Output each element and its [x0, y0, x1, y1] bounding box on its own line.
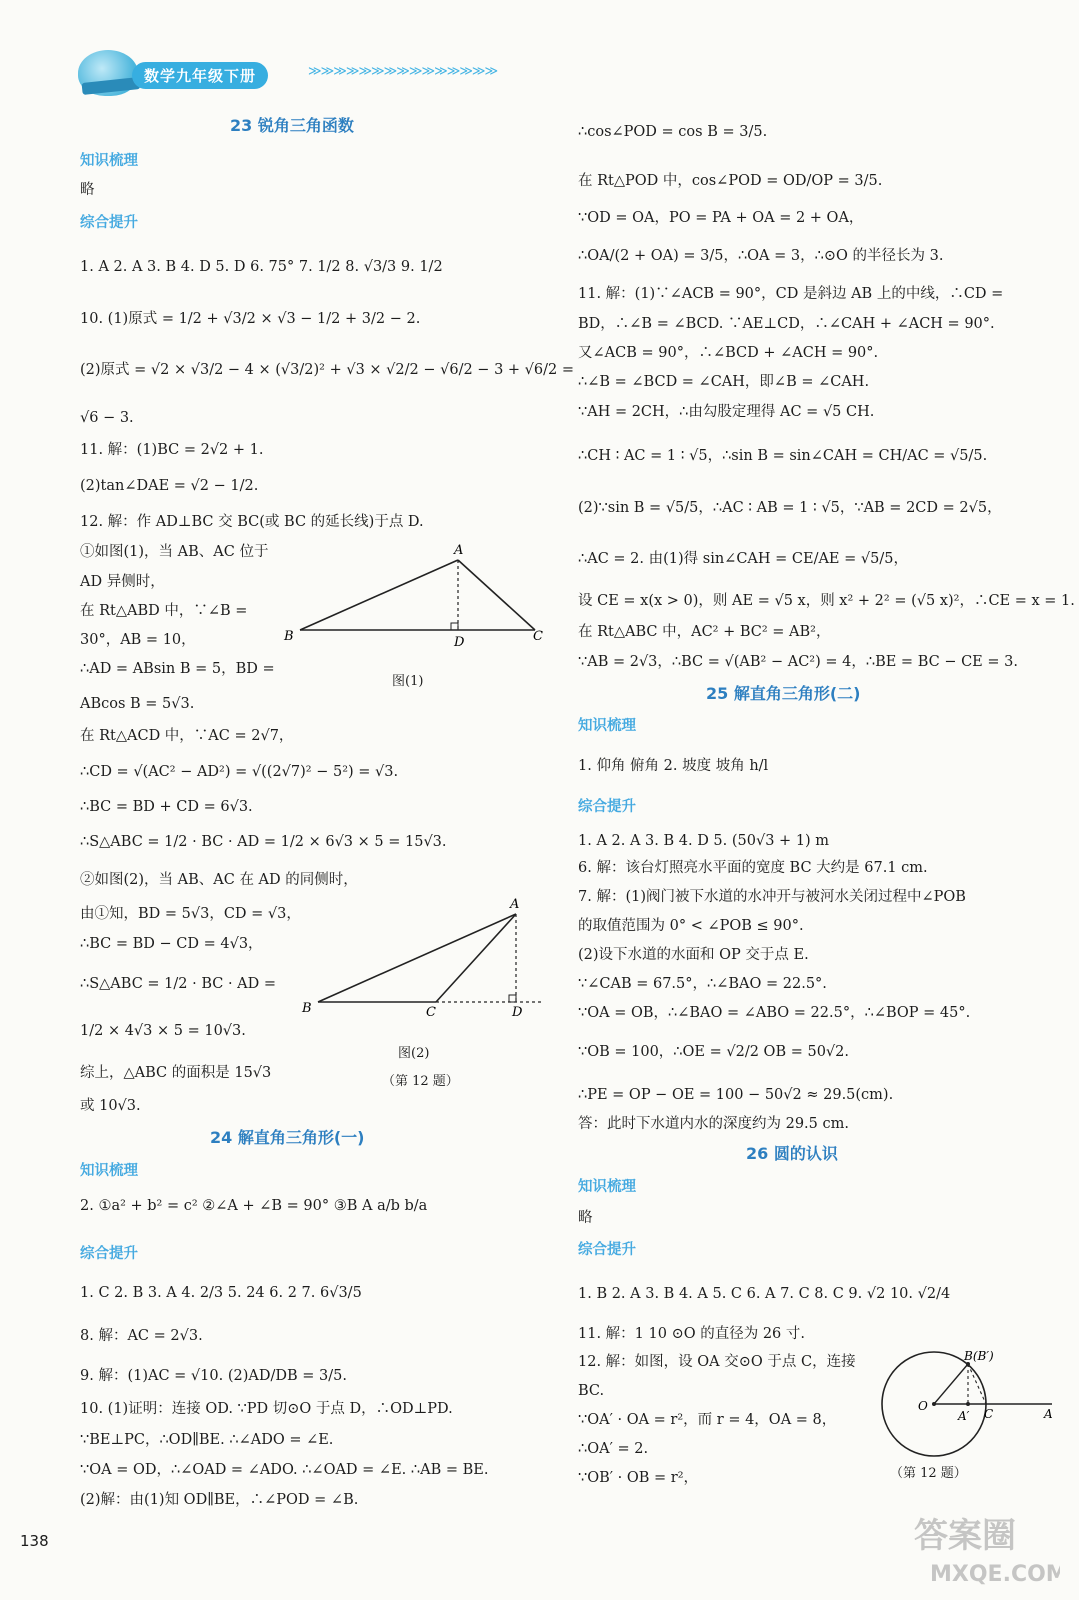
- left-text-line: ∴BC = BD − CD = 4√3，: [80, 936, 263, 952]
- left-text-line: 或 10√3.: [80, 1098, 141, 1114]
- mascot-icon: [78, 50, 138, 96]
- figure-2-drawing: [298, 892, 548, 1017]
- figure-1-caption: 图(1): [392, 674, 424, 689]
- figure-3-caption: （第 12 题）: [890, 1466, 967, 1481]
- left-text-line: 10. (1)证明：连接 OD. ∵PD 切⊙O 于点 D，∴OD⊥PD.: [80, 1401, 453, 1417]
- right-section-title: 26 圆的认识: [746, 1144, 838, 1163]
- right-text-line: 答：此时下水道内水的深度约为 29.5 cm.: [578, 1116, 849, 1132]
- figure-1-drawing: [280, 540, 550, 650]
- left-section-label: 知识梳理: [80, 1163, 138, 1179]
- right-text-line: (2)设下水道的水面和 OP 交于点 E.: [578, 947, 809, 963]
- left-section-title: 23 锐角三角函数: [230, 116, 354, 135]
- right-text-line: ∵OA′ · OA = r²，而 r = 4，OA = 8，: [578, 1412, 837, 1428]
- right-text-line: 略: [578, 1210, 593, 1226]
- left-text-line: (2)tan∠DAE = √2 − 1/2.: [80, 478, 259, 494]
- fig2-label-d: D: [512, 1005, 523, 1017]
- left-text-line: 12. 解：作 AD⊥BC 交 BC(或 BC 的延长线)于点 D.: [80, 514, 424, 530]
- right-text-line: 12. 解：如图，设 OA 交⊙O 于点 C，连接: [578, 1354, 856, 1370]
- right-text-line: ∴AC = 2. 由(1)得 sin∠CAH = CE/AE = √5/5，: [578, 551, 908, 567]
- right-text-line: 6. 解：该台灯照亮水平面的宽度 BC 大约是 67.1 cm.: [578, 860, 928, 876]
- fig2-label-c: C: [426, 1005, 436, 1017]
- right-text-line: BC.: [578, 1383, 605, 1399]
- right-section-title: 25 解直角三角形(二): [706, 684, 861, 703]
- right-text-line: ∵∠CAB = 67.5°，∴∠BAO = 22.5°.: [578, 976, 827, 992]
- left-text-line: 1. A 2. A 3. B 4. D 5. D 6. 75° 7. 1/2 8. √3/3 9. 1/2: [80, 259, 443, 275]
- left-text-line: 11. 解：(1)BC = 2√2 + 1.: [80, 442, 264, 458]
- left-text-line: 综上，△ABC 的面积是 15√3: [80, 1065, 272, 1081]
- left-text-line: ∴CD = √(AC² − AD²) = √((2√7)² − 5²) = √3.: [80, 764, 399, 780]
- left-text-line: 1. C 2. B 3. A 4. 2/3 5. 24 6. 2 7. 6√3/5: [80, 1285, 362, 1301]
- svg-text:MXQE.COM: MXQE.COM: [930, 1562, 1060, 1587]
- right-text-line: 设 CE = x(x > 0)，则 AE = √5 x，则 x² + 2² = (√5 x)²，∴CE = x = 1.: [578, 593, 1075, 609]
- svg-text:答案圈: 答案圈: [914, 1516, 1016, 1556]
- right-text-line: ∴∠B = ∠BCD = ∠CAH，即∠B = ∠CAH.: [578, 374, 870, 390]
- left-text-line: ①如图(1)，当 AB、AC 位于: [80, 544, 269, 560]
- fig1-label-b: B: [284, 629, 294, 644]
- right-section-label: 综合提升: [578, 1242, 636, 1258]
- left-text-line: ABcos B = 5√3.: [80, 696, 195, 712]
- right-text-line: ∵OB′ · OB = r²，: [578, 1470, 699, 1486]
- left-text-line: 由①知，BD = 5√3，CD = √3，: [80, 906, 301, 922]
- right-text-line: ∵OA = OB，∴∠BAO = ∠ABO = 22.5°，∴∠BOP = 45°.: [578, 1005, 971, 1021]
- right-text-line: ∵OD = OA，PO = PA + OA = 2 + OA，: [578, 210, 864, 226]
- left-section-label: 知识梳理: [80, 153, 138, 169]
- left-text-line: AD 异侧时，: [80, 574, 165, 590]
- left-text-line: (2)解：由(1)知 OD∥BE，∴∠POD = ∠B.: [80, 1492, 359, 1508]
- figure-2-caption: 图(2): [398, 1046, 430, 1061]
- figure-2-subcaption: （第 12 题）: [382, 1074, 459, 1089]
- header-arrows-decoration: ≫≫≫≫≫≫≫≫≫≫≫≫≫≫≫: [308, 64, 498, 79]
- left-text-line: ∴AD = ABsin B = 5，BD =: [80, 661, 275, 677]
- page-header: [70, 48, 498, 100]
- book-title: 数学九年级下册: [132, 62, 268, 89]
- fig3-label-a1: A′: [958, 1409, 970, 1423]
- right-text-line: 11. 解：(1)∵∠ACB = 90°，CD 是斜边 AB 上的中线，∴CD =: [578, 286, 1004, 302]
- right-text-line: 7. 解：(1)阀门被下水道的水冲开与被河水关闭过程中∠POB: [578, 889, 966, 905]
- left-text-line: ∴BC = BD + CD = 6√3.: [80, 799, 253, 815]
- fig1-label-d: D: [454, 635, 465, 650]
- left-section-label: 综合提升: [80, 215, 138, 231]
- fig3-label-bb: B(B′): [964, 1349, 994, 1363]
- fig3-label-c: C: [984, 1407, 994, 1421]
- right-text-line: 又∠ACB = 90°，∴∠BCD + ∠ACH = 90°.: [578, 345, 879, 361]
- right-text-line: ∵AH = 2CH，∴由勾股定理得 AC = √5 CH.: [578, 404, 875, 420]
- right-text-line: 1. 仰角 俯角 2. 坡度 坡角 h/l: [578, 758, 769, 774]
- figure-2: [298, 892, 548, 1089]
- right-section-label: 知识梳理: [578, 1179, 636, 1195]
- right-text-line: ∴OA′ = 2.: [578, 1441, 649, 1457]
- left-text-line: 9. 解：(1)AC = √10. (2)AD/DB = 3/5.: [80, 1368, 347, 1384]
- left-text-line: ②如图(2)，当 AB、AC 在 AD 的同侧时，: [80, 872, 358, 888]
- fig2-label-b: B: [302, 1001, 312, 1016]
- right-text-line: BD，∴∠B = ∠BCD. ∵AE⊥CD，∴∠CAH + ∠ACH = 90°.: [578, 316, 995, 332]
- left-text-line: 在 Rt△ACD 中，∵AC = 2√7，: [80, 728, 294, 744]
- page-number: 138: [20, 1532, 49, 1550]
- left-text-line: 30°，AB = 10，: [80, 632, 196, 648]
- left-text-line: √6 − 3.: [80, 410, 134, 426]
- watermark-logo: [900, 1503, 1060, 1588]
- left-text-line: 8. 解：AC = 2√3.: [80, 1328, 203, 1344]
- right-text-line: ∴CH ∶ AC = 1 ∶ √5，∴sin B = sin∠CAH = CH/AC = √5/5.: [578, 448, 988, 464]
- figure-1: [280, 540, 550, 689]
- left-text-line: 在 Rt△ABD 中，∵∠B =: [80, 603, 248, 619]
- right-text-line: ∴cos∠POD = cos B = 3/5.: [578, 124, 768, 140]
- right-text-line: 在 Rt△ABC 中，AC² + BC² = AB²，: [578, 624, 831, 640]
- right-section-label: 知识梳理: [578, 718, 636, 734]
- fig3-label-o: O: [918, 1399, 928, 1413]
- right-text-line: ∴PE = OP − OE = 100 − 50√2 ≈ 29.5(cm).: [578, 1087, 894, 1103]
- figure-3-drawing: [876, 1338, 1056, 1473]
- right-text-line: 1. A 2. A 3. B 4. D 5. (50√3 + 1) m: [578, 833, 830, 849]
- right-text-line: 在 Rt△POD 中，cos∠POD = OD/OP = 3/5.: [578, 173, 883, 189]
- right-text-line: ∴OA/(2 + OA) = 3/5，∴OA = 3，∴⊙O 的半径长为 3.: [578, 248, 944, 264]
- right-text-line: 11. 解：1 10 ⊙O 的直径为 26 寸.: [578, 1326, 805, 1342]
- fig2-label-a: A: [510, 897, 520, 912]
- left-text-line: ∴S△ABC = 1/2 · BC · AD = 1/2 × 6√3 × 5 = 15√3.: [80, 834, 447, 850]
- right-text-line: ∵OB = 100，∴OE = √2/2 OB = 50√2.: [578, 1044, 849, 1060]
- left-text-line: ∴S△ABC = 1/2 · BC · AD =: [80, 976, 277, 992]
- fig1-label-c: C: [533, 629, 543, 644]
- right-text-line: (2)∵sin B = √5/5，∴AC ∶ AB = 1 ∶ √5，∵AB = 2CD = 2√5，: [578, 500, 1002, 516]
- right-section-label: 综合提升: [578, 799, 636, 815]
- fig1-label-a: A: [454, 543, 464, 558]
- left-section-title: 24 解直角三角形(一): [210, 1128, 365, 1147]
- left-text-line: 10. (1)原式 = 1/2 + √3/2 × √3 − 1/2 + 3/2 − 2.: [80, 311, 421, 327]
- right-text-line: 1. B 2. A 3. B 4. A 5. C 6. A 7. C 8. C 9. √2 10. √2/4: [578, 1286, 951, 1302]
- left-text-line: ∵OA = OD，∴∠OAD = ∠ADO. ∴∠OAD = ∠E. ∴AB = BE.: [80, 1462, 489, 1478]
- right-text-line: ∵AB = 2√3，∴BC = √(AB² − AC²) = 4，∴BE = BC − CE = 3.: [578, 654, 1018, 670]
- left-text-line: (2)原式 = √2 × √3/2 − 4 × (√3/2)² + √3 × √2/2 − √6/2 − 3 + √6/2 =: [80, 362, 574, 378]
- left-section-label: 综合提升: [80, 1246, 138, 1262]
- left-text-line: 略: [80, 182, 95, 198]
- right-text-line: 的取值范围为 0° < ∠POB ≤ 90°.: [578, 918, 804, 934]
- figure-3: [876, 1338, 1056, 1481]
- left-text-line: ∵BE⊥PC，∴OD∥BE. ∴∠ADO = ∠E.: [80, 1432, 334, 1448]
- fig3-label-a: A: [1044, 1407, 1053, 1421]
- left-text-line: 2. ①a² + b² = c² ②∠A + ∠B = 90° ③B A a/b b/a: [80, 1198, 428, 1214]
- left-text-line: 1/2 × 4√3 × 5 = 10√3.: [80, 1023, 246, 1039]
